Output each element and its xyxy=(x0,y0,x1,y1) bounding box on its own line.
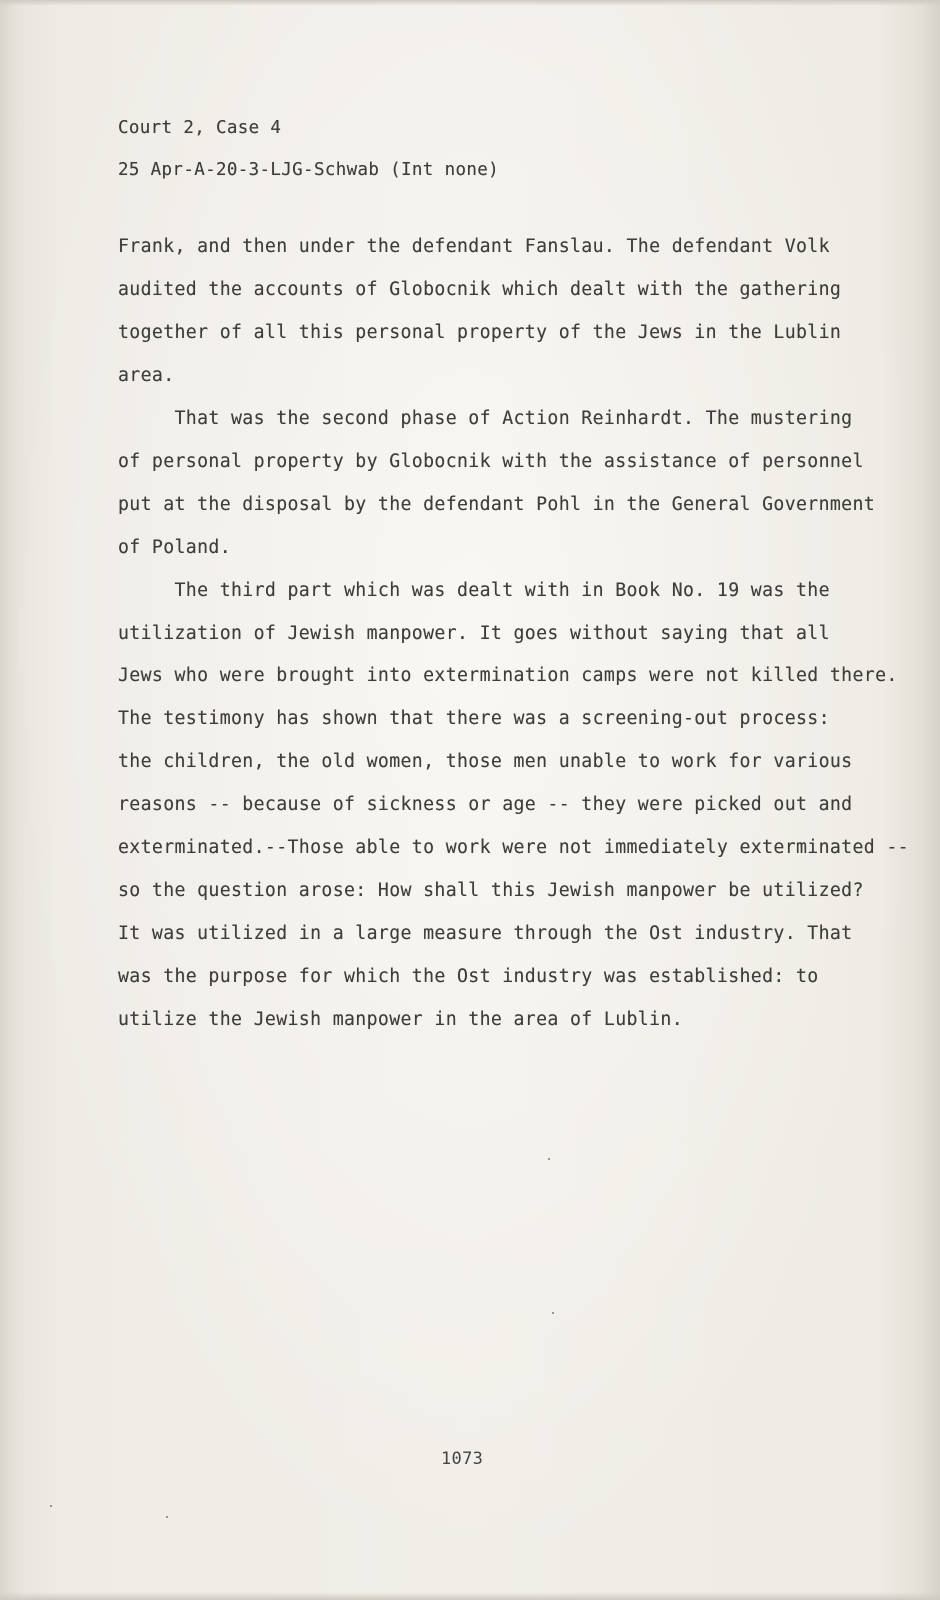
paper-speck xyxy=(552,1312,554,1314)
body-line: was the purpose for which the Ost industry was established: to xyxy=(118,966,819,987)
body-line: so the question arose: How shall this Jewish manpower be utilized? xyxy=(118,880,864,901)
body-line: area. xyxy=(118,365,175,386)
body-line: The testimony has shown that there was a screening-out process: xyxy=(118,708,830,729)
body-line: exterminated.--Those able to work were not immediately exterminated -- xyxy=(118,837,909,858)
body-line: It was utilized in a large measure through the Ost industry. That xyxy=(118,923,853,944)
body-line: Frank, and then under the defendant Fanslau. The defendant Volk xyxy=(118,236,830,257)
body-line: That was the second phase of Action Reinhardt. The mustering xyxy=(118,408,853,429)
body-line: together of all this personal property of the Jews in the Lublin xyxy=(118,322,842,343)
body-line: reasons -- because of sickness or age -- they were picked out and xyxy=(118,794,853,815)
body-line: put at the disposal by the defendant Pohl in the General Government xyxy=(118,494,876,515)
body-line: utilize the Jewish manpower in the area of Lublin. xyxy=(118,1009,683,1030)
body-line: The third part which was dealt with in Book No. 19 was the xyxy=(118,580,830,601)
page-number: 1073 xyxy=(441,1449,484,1469)
session-reference: 25 Apr-A-20-3-LJG-Schwab (Int none) xyxy=(118,160,500,180)
page-top-edge xyxy=(0,0,940,6)
body-line: audited the accounts of Globocnik which dealt with the gathering xyxy=(118,279,842,300)
paper-speck xyxy=(548,1158,550,1160)
body-line: Jews who were brought into extermination camps were not killed there. xyxy=(118,665,898,686)
paper-speck xyxy=(166,1516,168,1518)
page-bottom-edge xyxy=(0,1592,940,1600)
body-line: of Poland. xyxy=(118,537,231,558)
court-case-header: Court 2, Case 4 xyxy=(118,118,282,138)
paper-speck xyxy=(50,1505,52,1507)
body-line: the children, the old women, those men unable to work for various xyxy=(118,751,853,772)
body-line: of personal property by Globocnik with the assistance of personnel xyxy=(118,451,864,472)
body-line: utilization of Jewish manpower. It goes without saying that all xyxy=(118,623,830,644)
